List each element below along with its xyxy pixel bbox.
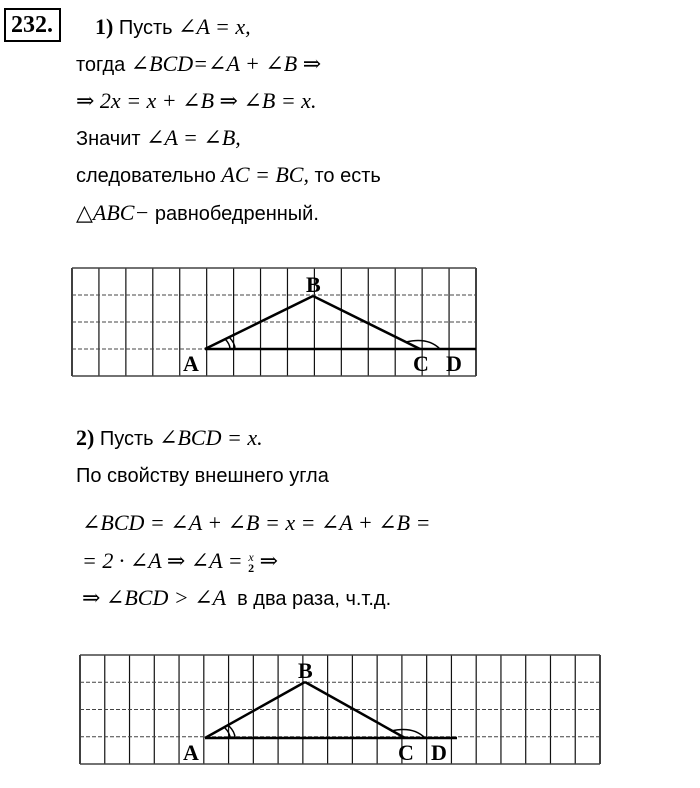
part1-label: 1) <box>95 14 114 39</box>
math: ∠A = x, <box>178 14 251 39</box>
point-label-C: C <box>413 351 429 376</box>
math: ∠BCD=∠A + ∠B ⇒ <box>130 51 322 76</box>
text: По свойству внешнего угла <box>76 465 329 487</box>
text: в два раза, ч.т.д. <box>237 588 392 610</box>
math: ⇒ 2x = x + ∠B ⇒ ∠B = x. <box>76 88 317 113</box>
point-label-D: D <box>431 740 447 765</box>
math: = 2 · ∠A ⇒ ∠A = <box>82 548 243 573</box>
part2-label: 2) <box>76 425 95 450</box>
math: ∠BCD = x. <box>159 425 263 450</box>
math: ⇒ <box>259 548 279 573</box>
text: то есть <box>314 165 381 187</box>
text: Пусть <box>99 428 154 450</box>
text: следовательно <box>76 165 216 187</box>
fraction-denominator: 2 <box>248 560 255 575</box>
math: ⇒ ∠BCD > ∠A <box>82 585 227 610</box>
text: Значит <box>76 128 141 150</box>
math: △ABC− <box>76 200 150 225</box>
point-label-B: B <box>298 658 313 683</box>
math: AC = BC, <box>221 162 309 187</box>
point-label-C: C <box>398 740 414 765</box>
point-label-A: A <box>183 351 199 376</box>
math: ∠BCD = ∠A + ∠B = x = ∠A + ∠B = <box>82 510 431 535</box>
text: Пусть <box>118 17 173 39</box>
math: ∠A = ∠B, <box>146 125 241 150</box>
fraction-numerator: x <box>248 549 254 564</box>
problem-number: 232. <box>4 8 61 42</box>
text: равнобедренный. <box>154 203 319 225</box>
point-label-B: B <box>306 272 321 297</box>
point-label-D: D <box>446 351 462 376</box>
text: тогда <box>76 54 126 76</box>
point-label-A: A <box>183 740 199 765</box>
